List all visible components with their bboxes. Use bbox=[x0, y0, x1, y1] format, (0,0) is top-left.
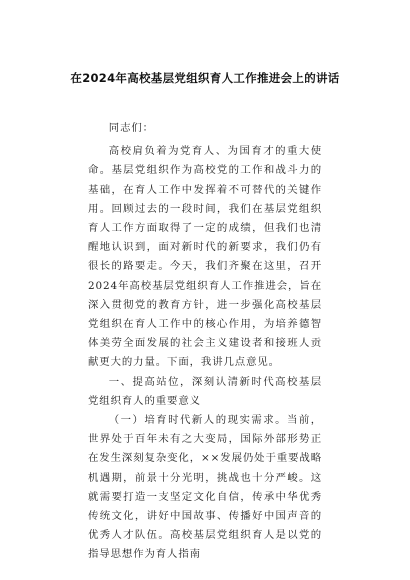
document-body bbox=[88, 119, 322, 565]
document-title: 在2024年高校基层党组织育人工作推进会上的讲话 bbox=[70, 71, 340, 85]
opening-paragraph: 高校肩负着为党育人、为国育才的重大使命。基层党组织作为高校党的工作和战斗力的基础，在育人工作中发挥着不可替代的关键作用。回顾过去的一段时间，我们在基层党组织育人工作方面取得了一定的成绩，但我们也清醒地认识到，面对新时代的新要求，我们仍有很长的路要走。今天，我们齐聚在这里，召开2024年高校基层党组织育人工作推进会，旨在深入贯彻党的教育方针，进一步强化高校基层党组织在育人工作中的核心作用，为培养德智体美劳全面发展的社会主义建设者和接班人贡献更大的力量。下面，我讲几点意见。 bbox=[88, 145, 322, 369]
subsection-paragraph: （一）培育时代新人的现实需求。当前，世界处于百年未有之大变局，国际外部形势正在发生深刻复杂变化，××发展仍处于重要战略机遇期，前景十分光明，挑战也十分严峻。这就需要打造一支坚定文化自信，传承中华优秀传统文化，讲好中国故事、传播好中国声音的优秀人才队伍。高校基层党组织育人是以党的指导思想作为育人指南 bbox=[88, 414, 322, 561]
section-heading: 一、提高站位，深刻认清新时代高校基层党组织育人的重要意义 bbox=[88, 375, 322, 407]
salutation: 同志们： bbox=[108, 122, 154, 134]
